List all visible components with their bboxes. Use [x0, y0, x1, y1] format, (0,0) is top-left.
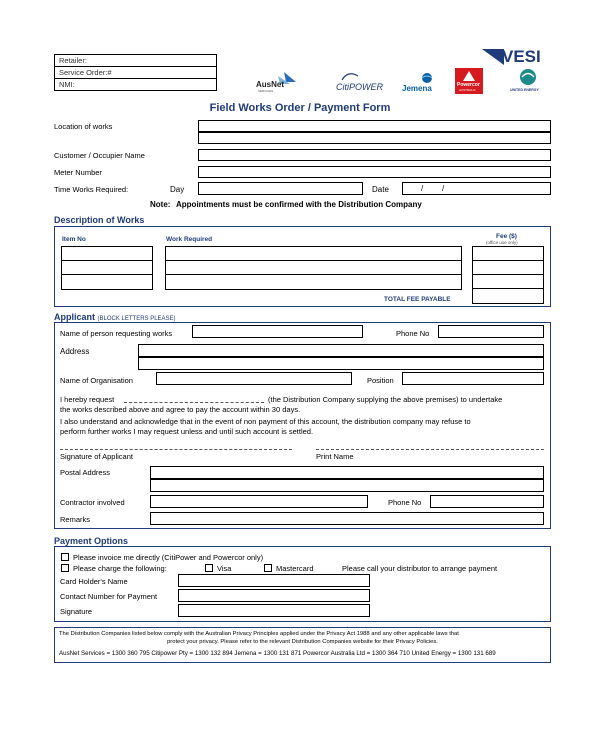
phone2-label: Phone No — [388, 498, 422, 507]
nmi-row[interactable]: NMI: — [59, 80, 75, 89]
applicant-title-text: Applicant — [54, 312, 96, 322]
day-label: Day — [170, 185, 185, 194]
payment-signature-label: Signature — [60, 607, 93, 616]
vesi-icon — [482, 49, 504, 65]
hereby-text-2: the works described above and agree to pay the account within 30 days. — [60, 405, 301, 414]
hereby-text: (the Distribution Company supplying the above premises) to undertake — [268, 395, 503, 404]
distributor-contacts: AusNet Services = 1300 360 795 Citipower Pty = 1300 132 894 Jemena = 1300 131 871 Powercor Australia Ltd = 1300 364 710 United Energy = 1300 131 689 — [59, 650, 496, 657]
item-no-header: Item No — [62, 236, 86, 243]
date-input[interactable] — [402, 182, 551, 195]
acknowledge-text-2: perform further works I may request unless and until such account is settled. — [60, 427, 314, 436]
organisation-input[interactable] — [156, 372, 352, 385]
print-name-line[interactable] — [316, 449, 544, 450]
organisation-label: Name of Organisation — [60, 376, 133, 385]
item-no-column — [61, 246, 153, 290]
payment-title: Payment Options — [54, 536, 129, 546]
work-required-header: Work Required — [166, 236, 213, 243]
position-input[interactable] — [402, 372, 544, 385]
powercor-icon — [463, 71, 475, 81]
day-input[interactable] — [198, 182, 363, 195]
retailer-row[interactable]: Retailer: — [55, 55, 216, 67]
fee-cell[interactable] — [473, 261, 543, 275]
vesi-logo: VESI — [482, 48, 548, 66]
citipower-logo: CitiPOWER — [332, 72, 380, 94]
work-required-column — [165, 246, 462, 290]
fee-cell[interactable] — [473, 275, 543, 289]
contact-number-input[interactable] — [178, 589, 370, 602]
retailer-box — [54, 54, 217, 91]
requester-name-input[interactable] — [192, 325, 363, 338]
item-no-cell[interactable] — [62, 261, 152, 275]
distribution-company-line[interactable] — [124, 402, 264, 403]
invoice-label: Please invoice me directly (CitiPower and Powercor only) — [73, 553, 264, 562]
visa-checkbox[interactable] — [205, 564, 213, 572]
address-input-2[interactable] — [138, 357, 544, 370]
fee-cell[interactable] — [473, 247, 543, 261]
meter-input[interactable] — [198, 166, 551, 178]
united-energy-logo: UNITED ENERGY — [508, 68, 548, 94]
mastercard-label: Mastercard — [276, 564, 314, 573]
mastercard-checkbox[interactable] — [264, 564, 272, 572]
invoice-checkbox[interactable] — [61, 553, 69, 561]
charge-checkbox[interactable] — [61, 564, 69, 572]
address-input-1[interactable] — [138, 344, 544, 357]
card-holder-input[interactable] — [178, 574, 370, 587]
total-fee-cell[interactable] — [473, 289, 543, 303]
privacy-text-1: The Distribution Companies listed below comply with the Australian Privacy Principles applied under the Privacy Act 1988 and any other applicable laws that — [59, 631, 459, 637]
postal-address-input-1[interactable] — [150, 466, 544, 479]
applicant-title-sub: (BLOCK LETTERS PLEASE) — [97, 316, 176, 322]
charge-label: Please charge the following: — [73, 564, 167, 573]
work-required-cell[interactable] — [166, 261, 461, 275]
item-no-cell[interactable] — [62, 247, 152, 261]
citipower-swoosh-icon — [340, 72, 360, 82]
location-label: Location of works — [54, 122, 113, 131]
note-text: Appointments must be confirmed with the Distribution Company — [176, 200, 422, 209]
date-label: Date — [372, 185, 389, 194]
work-required-cell[interactable] — [166, 247, 461, 261]
meter-label: Meter Number — [54, 168, 102, 177]
time-label: Time Works Required: — [54, 185, 129, 194]
position-label: Position — [367, 376, 394, 385]
postal-address-input-2[interactable] — [150, 479, 544, 492]
requester-name-label: Name of person requesting works — [60, 329, 173, 338]
phone2-input[interactable] — [430, 495, 544, 508]
print-name-label: Print Name — [316, 452, 354, 461]
privacy-text-2: protect your privacy. Please refer to the relevant Distribution Companies website for their Privacy Policies. — [167, 639, 438, 645]
phone-label: Phone No — [396, 329, 430, 338]
customer-label: Customer / Occupier Name — [54, 151, 145, 160]
postal-address-label: Postal Address — [60, 468, 111, 477]
card-holder-label: Card Holder's Name — [60, 577, 128, 586]
remarks-input[interactable] — [150, 512, 544, 525]
united-energy-icon — [517, 68, 539, 86]
total-fee-label: TOTAL FEE PAYABLE — [384, 296, 451, 303]
form-title: Field Works Order / Payment Form — [209, 102, 391, 114]
fee-column — [472, 246, 544, 304]
applicant-title — [54, 312, 176, 322]
hereby-label: I hereby request — [60, 395, 115, 404]
location-input-2[interactable] — [198, 132, 551, 144]
fee-header: Fee ($) — [496, 233, 517, 240]
contractor-input[interactable] — [150, 495, 368, 508]
powercor-logo: Powercor AUSTRALIA — [455, 68, 483, 94]
jemena-logo: Jemena — [400, 72, 440, 94]
note-label: Note: — [150, 200, 171, 209]
description-title: Description of Works — [54, 215, 145, 225]
phone-input[interactable] — [438, 325, 544, 338]
work-required-cell[interactable] — [166, 275, 461, 289]
ausnet-logo: AusNet SERVICES — [256, 70, 300, 94]
signature-label: Signature of Applicant — [60, 452, 133, 461]
date-slash-1: / — [421, 184, 424, 193]
acknowledge-text-1: I also understand and acknowledge that in the event of non payment of this account, the distribution company may refuse to — [60, 417, 471, 426]
visa-label: Visa — [217, 564, 232, 573]
signature-line[interactable] — [60, 449, 292, 450]
payment-signature-input[interactable] — [178, 604, 370, 617]
privacy-footer — [54, 627, 551, 663]
date-slash-2: / — [442, 184, 445, 193]
contractor-label: Contractor involved — [60, 498, 125, 507]
jemena-icon — [420, 72, 434, 84]
service-order-row[interactable]: Service Order:# — [55, 67, 216, 79]
contact-number-label: Contact Number for Payment — [60, 592, 158, 601]
remarks-label: Remarks — [60, 515, 91, 524]
address-label: Address — [60, 347, 90, 356]
item-no-cell[interactable] — [62, 275, 152, 289]
location-input-1[interactable] — [198, 120, 551, 132]
customer-input[interactable] — [198, 149, 551, 161]
distributor-payment-text: Please call your distributor to arrange payment — [342, 564, 498, 573]
fee-subheader: (office use only) — [486, 240, 518, 245]
